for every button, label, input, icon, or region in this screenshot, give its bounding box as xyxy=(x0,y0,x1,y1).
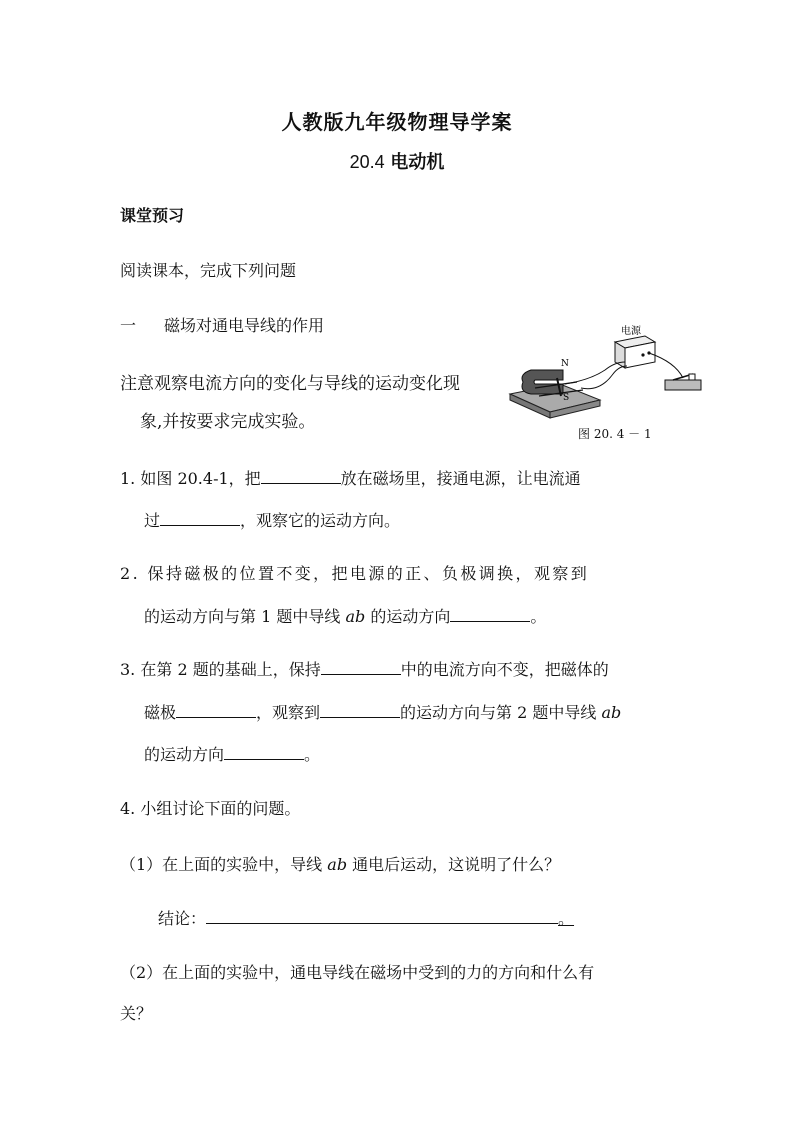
part-one-heading xyxy=(120,313,324,336)
question-2-line-1: 2. 保持磁极的位置不变，把电源的正、负极调换，观察到 xyxy=(120,564,590,583)
q4-text-s1b: 通电后运动，这说明了什么？ xyxy=(352,855,561,874)
q3-text-a: 3. 在第 2 题的基础上，保持 xyxy=(120,660,321,679)
north-pole-label: N xyxy=(561,359,569,369)
figure-caption: 图 20. 4 － 1 xyxy=(578,427,652,441)
conclusion-label: 结论： xyxy=(158,909,207,928)
q2-text-c: 的运动方向 xyxy=(370,607,451,626)
lesson-subtitle xyxy=(0,148,794,174)
q2-text-d: 。 xyxy=(530,607,547,626)
q1-blank-1[interactable] xyxy=(261,469,341,484)
q4-wire-ab: ab xyxy=(327,855,348,874)
q1-text-b: 放在磁场里，接通电源，让电流通 xyxy=(340,469,581,488)
question-4-sub-2-line-2: 关？ xyxy=(120,1004,153,1023)
part-number: 一 xyxy=(120,316,137,335)
q3-text-g: 。 xyxy=(304,745,321,764)
q2-text-b: 的运动方向与第 1 题中导线 xyxy=(144,607,341,626)
power-label: 电源 xyxy=(621,326,641,337)
part-title: 磁场对通电导线的作用 xyxy=(164,316,325,335)
q1-blank-2[interactable] xyxy=(160,511,240,526)
lesson-number: 20.4 xyxy=(349,152,385,172)
q1-text-a: 1. 如图 20.4-1，把 xyxy=(120,469,261,488)
q3-text-e: 的运动方向与第 2 题中导线 xyxy=(400,703,597,722)
q3-text-c: 磁极 xyxy=(144,703,177,722)
q3-text-b: 中的电流方向不变，把磁体的 xyxy=(400,660,609,679)
q3-blank-3[interactable] xyxy=(320,703,400,718)
q3-text-d: ，观察到 xyxy=(256,703,321,722)
conclusion-line xyxy=(158,906,574,929)
q3-text-f: 的运动方向 xyxy=(144,745,225,764)
question-4-sub-1 xyxy=(120,852,560,875)
q1-text-c: 过 xyxy=(144,511,161,530)
question-4-heading: 4. 小组讨论下面的问题。 xyxy=(120,799,301,818)
q3-wire-ab: ab xyxy=(601,703,622,722)
q3-blank-4[interactable] xyxy=(224,745,304,760)
question-3-line-3 xyxy=(144,742,320,765)
question-1-line-1 xyxy=(120,466,581,489)
q2-wire-ab: ab xyxy=(345,607,366,626)
experiment-figure xyxy=(505,322,705,442)
q3-blank-1[interactable] xyxy=(321,660,401,675)
conclusion-period: 。 xyxy=(558,909,575,928)
q3-blank-2[interactable] xyxy=(176,703,256,718)
conclusion-blank[interactable] xyxy=(206,909,558,924)
intro-text: 阅读课本，完成下列问题 xyxy=(120,261,297,280)
note-line-2: 象,并按要求完成实验。 xyxy=(140,412,316,432)
question-1-line-2 xyxy=(144,508,400,531)
page-title: 人教版九年级物理导学案 xyxy=(281,110,513,134)
question-2-line-2 xyxy=(144,604,546,627)
question-4-sub-2-line-1: （2）在上面的实验中，通电导线在磁场中受到的力的方向和什么有 xyxy=(120,963,595,982)
question-3-line-1 xyxy=(120,657,609,680)
question-3-line-2 xyxy=(144,700,621,723)
lesson-name: 电动机 xyxy=(390,152,445,173)
south-pole-label: S xyxy=(563,393,570,403)
q1-text-d: ，观察它的运动方向。 xyxy=(240,511,401,530)
note-line-1: 注意观察电流方向的变化与导线的运动变化现 xyxy=(120,374,460,394)
q4-text-s1a: （1）在上面的实验中，导线 xyxy=(120,855,323,874)
q2-blank[interactable] xyxy=(450,607,530,622)
section-heading: 课堂预习 xyxy=(120,206,185,225)
